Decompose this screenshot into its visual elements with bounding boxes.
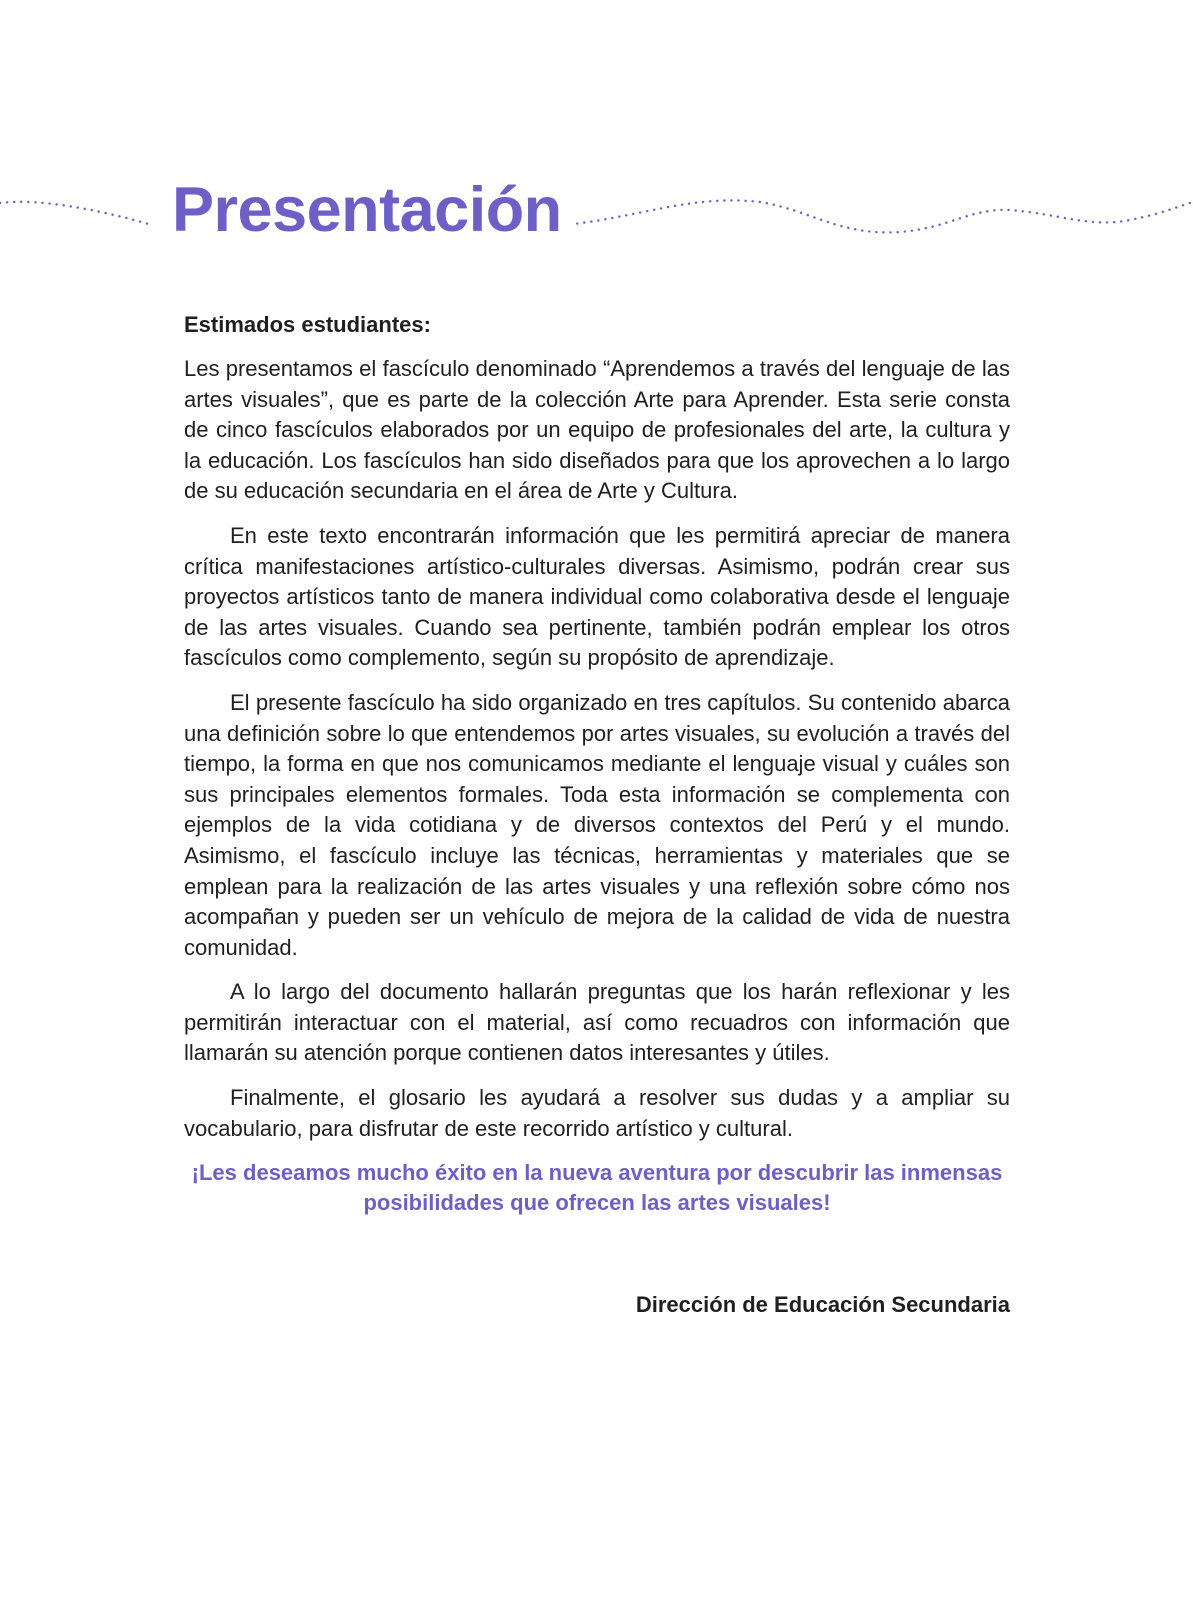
closing-message: ¡Les deseamos mucho éxito en la nueva aventura por descubrir las inmensas posibilidades que ofrecen las artes visuales! [191, 1160, 1003, 1216]
paragraph-questions: A lo largo del documento hallarán preguntas que los harán reflexionar y les permitirán interactuar con el material, así como recuadros con información que llamarán su atención porque contienen datos interesantes y útiles. [184, 979, 1010, 1066]
salutation: Estimados estudiantes: [184, 312, 431, 337]
page-title: Presentación [172, 172, 572, 248]
signature: Dirección de Educación Secundaria [635, 1292, 1010, 1317]
paragraph-content: En este texto encontrarán información que les permitirá apreciar de manera crítica manifestaciones artístico-culturales diversas. Asimismo, podrán crear sus proyectos artísticos tanto de manera individual como colaborativa desde el lenguaje de las artes visuales. Cuando sea pertinente, también podrán emplear los otros fascículos como complemento, según su propósito de aprendizaje. [184, 522, 1010, 671]
paragraph-intro: Les presentamos el fascículo denominado “Aprendemos a través del lenguaje de las artes visuales”, que es parte de la colección Arte para Aprender. Esta serie consta de cinco fascículos elaborados por un equipo de profesionales del arte, la cultura y la educación. Los fascículos han sido diseñados para que los aprovechen a lo largo de su educación secundaria en el área de Arte y Cultura. [184, 356, 1010, 504]
dotted-wave-left [0, 202, 152, 225]
paragraph-glossary: Finalmente, el glosario les ayudará a resolver sus dudas y a ampliar su vocabulario, para disfrutar de este recorrido artístico y cultural. [184, 1085, 1010, 1141]
letter-body [184, 310, 1010, 1218]
paragraph-organization: El presente fascículo ha sido organizado en tres capítulos. Su contenido abarca una definición sobre lo que entendemos por artes visuales, su evolución a través del tiempo, la forma en que nos comunicamos mediante el lenguaje visual y cuáles son sus principales elementos formales. Toda esta información se complementa con ejemplos de la vida cotidiana y de diversos contextos del Perú y el mundo. Asimismo, el fascículo incluye las técnicas, herramientas y materiales que se emplean para la realización de las artes visuales y una reflexión sobre cómo nos acompañan y pueden ser un vehículo de mejora de la calidad de vida de nuestra comunidad. [184, 689, 1010, 960]
dotted-wave-right [556, 200, 1193, 232]
